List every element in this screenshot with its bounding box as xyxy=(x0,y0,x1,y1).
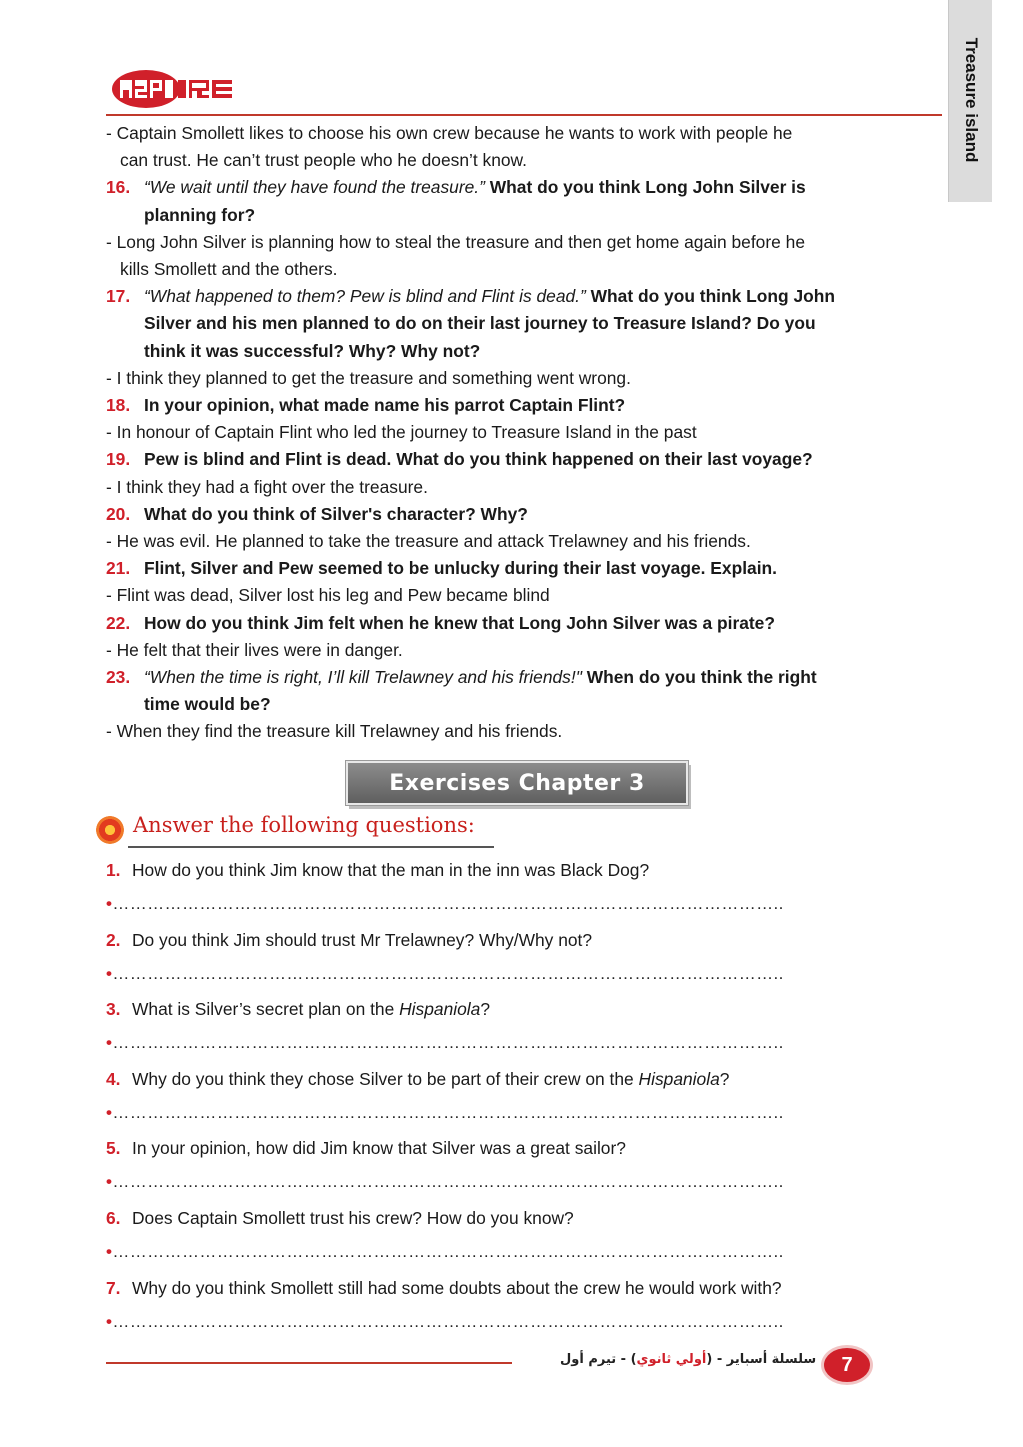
aspire-logo xyxy=(108,66,258,112)
question-number: 19. xyxy=(106,449,131,470)
exercise-text: Why do you think Smollett still had some doubts about the crew he would work with? xyxy=(132,1277,782,1298)
exercise-text: Why do you think they chose Silver to be part of their crew on the xyxy=(132,1068,639,1089)
question-number: 23. xyxy=(106,667,131,687)
question-line xyxy=(106,447,813,471)
question-line xyxy=(106,284,835,308)
banner-title: Exercises Chapter 3 xyxy=(389,770,645,796)
question-text: Pew is blind and Flint is dead. What do you think happened on their last voyage? xyxy=(144,449,813,470)
question-line xyxy=(106,665,817,689)
question-text: What do you think Long John xyxy=(585,286,836,307)
bullet-icon: • xyxy=(106,1172,113,1192)
answer-blank[interactable] xyxy=(106,1312,784,1332)
exercise-question xyxy=(106,1276,782,1300)
question-number: 21. xyxy=(106,558,131,579)
footer-series-text: سلسلة أسباير - (أولي ثانوي) - تيرم أول xyxy=(560,1352,817,1367)
answer-blank[interactable] xyxy=(106,1242,784,1262)
bullet-icon: • xyxy=(106,894,113,913)
footer-rule xyxy=(106,1362,512,1364)
exercise-text: Do you think Jim should trust Mr Trelawney? Why/Why not? xyxy=(132,929,593,950)
exercise-text: In your opinion, how did Jim know that Silver was a great sailor? xyxy=(132,1138,626,1159)
question-text: What do you think Long John Silver is xyxy=(484,177,806,198)
exercise-text: How do you think Jim know that the man in the inn was Black Dog? xyxy=(132,860,650,880)
heading-underline xyxy=(128,846,494,848)
question-line xyxy=(106,502,528,526)
bullet-icon: • xyxy=(106,1242,113,1261)
exercise-tail: ? xyxy=(719,1068,730,1089)
exercise-number: 6. xyxy=(106,1208,121,1228)
exercise-italic: Hispaniola xyxy=(638,1068,720,1089)
exercise-tail: ? xyxy=(480,999,490,1020)
question-quote: “What happened to them? Pew is blind and Flint is dead.” xyxy=(144,286,586,307)
exercise-question xyxy=(106,928,592,952)
answer-blank[interactable] xyxy=(106,1172,784,1192)
exercise-italic: Hispaniola xyxy=(399,999,481,1020)
page-number-badge: 7 xyxy=(824,1348,870,1382)
answer-line: - When they find the treasure kill Trelawney and his friends. xyxy=(106,721,563,742)
bullet-icon: • xyxy=(106,1033,113,1053)
answer-line: can trust. He can’t trust people who he doesn’t know. xyxy=(120,150,527,171)
exercise-question xyxy=(106,858,649,882)
question-text: Flint, Silver and Pew seemed to be unlucky during their last voyage. Explain. xyxy=(144,558,777,579)
question-text: In your opinion, what made name his parrot Captain Flint? xyxy=(144,395,626,415)
answer-line: - Captain Smollett likes to choose his own crew because he wants to work with people he xyxy=(106,123,793,143)
answer-line: - Long John Silver is planning how to steal the treasure and then get home again before he xyxy=(106,231,805,252)
exercise-number: 3. xyxy=(106,999,121,1020)
question-number: 16. xyxy=(106,177,131,198)
question-number: 18. xyxy=(106,395,131,415)
answer-dots: …………………………………………………………………………………………………….. xyxy=(112,1033,784,1053)
exercise-question xyxy=(106,1206,574,1230)
question-text: When do you think the right xyxy=(581,667,817,687)
answer-line: - I think they planned to get the treasure and something went wrong. xyxy=(106,367,631,388)
exercise-number: 1. xyxy=(106,860,121,880)
answer-dots: …………………………………………………………………………………………………….. xyxy=(112,1102,784,1122)
answer-line: - He was evil. He planned to take the treasure and attack Trelawney and his friends. xyxy=(106,531,751,551)
question-line-cont: Silver and his men planned to do on their last journey to Treasure Island? Do you xyxy=(144,313,816,334)
answer-dots: …………………………………………………………………………………………………….. xyxy=(112,1242,784,1261)
exercise-number: 7. xyxy=(106,1277,121,1298)
sun-bullet-icon xyxy=(96,816,124,844)
answer-line: - In honour of Captain Flint who led the journey to Treasure Island in the past xyxy=(106,422,697,443)
answer-dots: …………………………………………………………………………………………………….. xyxy=(112,1311,784,1331)
bullet-icon: • xyxy=(106,1311,113,1331)
question-line-cont: planning for? xyxy=(144,204,256,225)
question-quote: “We wait until they have found the treasure.” xyxy=(144,177,485,198)
answer-blank[interactable] xyxy=(106,964,784,984)
answer-blank[interactable] xyxy=(106,1103,784,1123)
question-line-cont: time would be? xyxy=(144,694,271,715)
answer-blank[interactable] xyxy=(106,1033,784,1053)
answer-line: - Flint was dead, Silver lost his leg and Pew became blind xyxy=(106,585,550,606)
question-text: What do you think of Silver's character? Why? xyxy=(144,503,528,524)
answer-line: - He felt that their lives were in danger. xyxy=(106,639,403,660)
question-number: 20. xyxy=(106,503,131,524)
answer-blank[interactable] xyxy=(106,894,784,914)
section-heading: Answer the following questions: xyxy=(133,813,475,837)
answer-line: - I think they had a fight over the treasure. xyxy=(106,476,428,497)
answer-dots: …………………………………………………………………………………………………….. xyxy=(112,894,784,913)
answer-line: kills Smollett and the others. xyxy=(120,259,338,279)
exercise-number: 5. xyxy=(106,1138,121,1159)
exercise-number: 4. xyxy=(106,1068,121,1089)
question-line xyxy=(106,556,777,580)
answer-dots: …………………………………………………………………………………………………….. xyxy=(112,963,784,983)
side-tab xyxy=(948,0,992,202)
question-number: 17. xyxy=(106,286,131,307)
question-quote: “When the time is right, I’ll kill Trelawney and his friends!" xyxy=(144,667,582,687)
question-line xyxy=(106,611,775,635)
exercise-text: Does Captain Smollett trust his crew? How do you know? xyxy=(132,1208,574,1228)
question-text: How do you think Jim felt when he knew that Long John Silver was a pirate? xyxy=(144,612,775,633)
chapter-banner xyxy=(336,755,698,813)
question-line xyxy=(106,393,625,417)
top-rule xyxy=(106,114,942,116)
exercise-question xyxy=(106,1136,626,1160)
question-line-cont: think it was successful? Why? Why not? xyxy=(144,340,481,361)
answer-dots: …………………………………………………………………………………………………….. xyxy=(112,1172,784,1192)
question-number: 22. xyxy=(106,612,131,633)
question-line xyxy=(106,175,806,199)
side-tab-label: Treasure island xyxy=(961,37,981,163)
exercise-question xyxy=(106,997,490,1021)
exercise-question xyxy=(106,1067,729,1091)
bullet-icon: • xyxy=(106,963,113,983)
bullet-icon: • xyxy=(106,1102,113,1122)
exercise-text: What is Silver’s secret plan on the xyxy=(132,999,400,1020)
exercise-number: 2. xyxy=(106,929,121,950)
